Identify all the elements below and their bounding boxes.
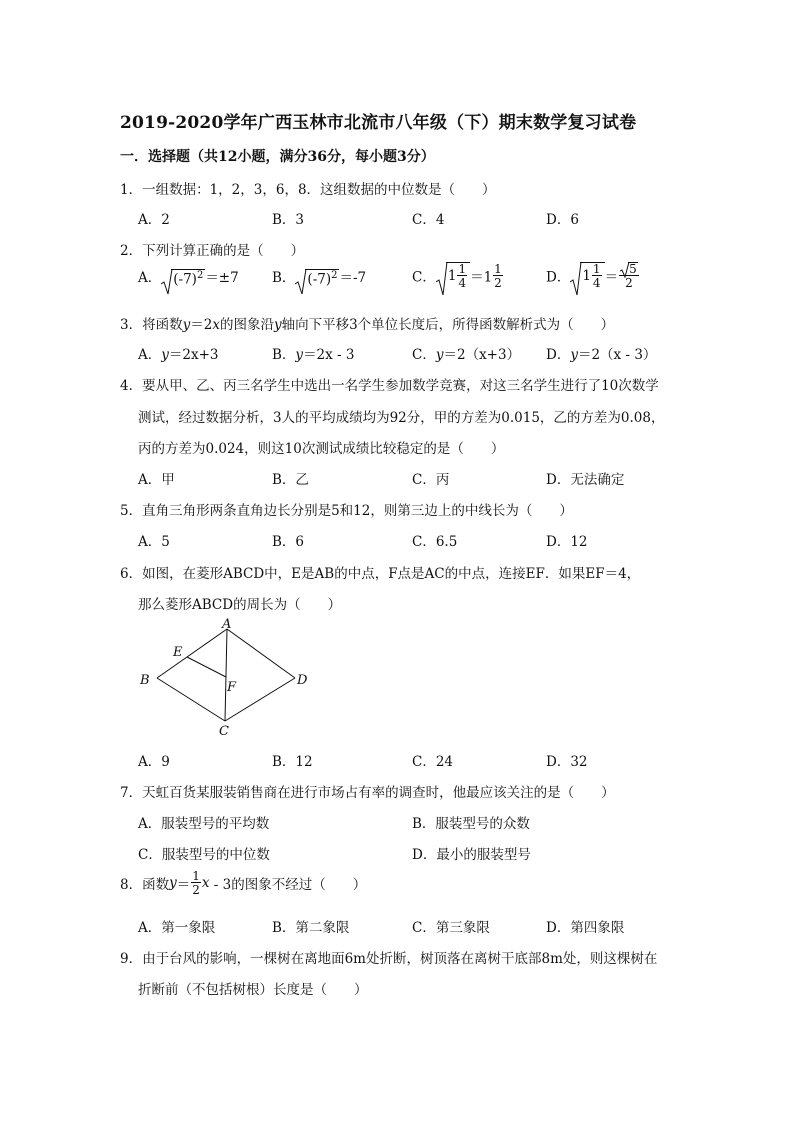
question-stem: 天虹百货某服装销售商在进行市场占有率的调查时，他最应该关注的是（ ） (142, 785, 615, 801)
question-number: 5． (120, 503, 143, 519)
label-e: E (173, 645, 183, 660)
question-stem: 一组数据：1，2，3，6，8．这组数据的中位数是（ ） (142, 182, 496, 198)
option-b: B．6 (272, 534, 305, 550)
square-root: $(-7)^2$ (161, 269, 205, 288)
option-b: B．第二象限 (272, 920, 350, 936)
segment-ad (227, 629, 295, 678)
rhombus-figure (135, 615, 335, 740)
option-b: B．y＝2x - 3 (272, 347, 355, 363)
question-1 (120, 178, 496, 198)
option-c: C．丙 (412, 472, 450, 488)
option-c: C．6.5 (412, 534, 458, 550)
option-d: D．12 (546, 534, 588, 550)
question-7 (120, 781, 615, 801)
question-6: 6．如图，在菱形ABCD中，E是AB的中点，F点是AC的中点，连接EF．如果EF＝4， (120, 566, 641, 582)
question-9: 9．由于台风的影响，一棵树在离地面6m处折断，树顶落在离树干底部8m处，则这棵树在 (120, 951, 658, 967)
label-f: F (227, 680, 237, 695)
question-4-line-2: 测试，经过数据分析，3人的平均成绩均为92分，甲的方差为0.015，乙的方差为0.08， (138, 410, 665, 426)
fraction: $\frac{1}{2}$ (494, 261, 502, 290)
option-d: D．第四象限 (546, 920, 625, 936)
option-c: C．服装型号的中位数 (138, 847, 270, 863)
label-d: D (297, 673, 308, 688)
question-stem: 下列计算正确的是（ ） (142, 243, 305, 259)
option-d: D．y＝2（x - 3） (546, 347, 657, 363)
square-root: $(-7)^2$ (295, 269, 339, 288)
option-a: A．第一象限 (138, 920, 216, 936)
square-root: 5 (620, 262, 638, 275)
segment-ef (187, 657, 226, 677)
option-d: D．6 (546, 212, 579, 228)
option-a: A．9 (138, 754, 170, 770)
option-d: D．无法确定 (546, 472, 625, 488)
segment-ac (225, 629, 227, 721)
question-number: 2． (120, 243, 143, 259)
option-b: B．3 (272, 212, 305, 228)
question-4-line-3: 丙的方差为0.024，则这10次测试成绩比较稳定的是（ ） (138, 441, 505, 457)
question-number: 4． (120, 378, 143, 394)
square-root: 1 $\frac{1}{4}$ (570, 262, 604, 289)
fraction: $\frac{1}{2}$ (192, 869, 200, 897)
option-b: B． $(-7)^2 =-7$ (272, 266, 366, 288)
question-8: 8．函数y＝ $\frac{1}{2}$ x - 3的图象不经过（ ） (120, 869, 367, 897)
fraction: $\frac{5}{2}$ (619, 262, 639, 289)
question-number: 3． (120, 317, 143, 333)
option-a: A．2 (138, 212, 170, 228)
question-3: 3．将函数y＝2x的图象沿y轴向下平移3个单位长度后，所得函数解析式为（ ） (120, 317, 615, 333)
question-2 (120, 239, 304, 259)
fraction: $\frac{1}{4}$ (592, 262, 601, 290)
question-number: 7． (120, 785, 143, 801)
option-c: C． 1 $\frac{1}{4}$ ＝1 $\frac{1}{2}$ (412, 262, 504, 289)
square-root: 1 $\frac{1}{4}$ (436, 262, 470, 289)
label-a: A (222, 617, 232, 632)
option-b: B．乙 (272, 472, 309, 488)
question-5 (120, 499, 573, 519)
option-b: B．服装型号的众数 (412, 816, 530, 832)
question-number: 6． (120, 566, 143, 582)
option-c: C．24 (412, 754, 454, 770)
option-c: C．第三象限 (412, 920, 490, 936)
question-number: 9． (120, 951, 143, 967)
option-c: C．4 (412, 212, 445, 228)
option-d: D．32 (546, 754, 588, 770)
label-c: C (219, 724, 229, 739)
option-a: A． $(-7)^2 =\pm 7$ (138, 266, 239, 288)
option-a: A．5 (138, 534, 170, 550)
option-a: A．甲 (138, 472, 175, 488)
question-6-line-2: 那么菱形ABCD的周长为（ ） (138, 597, 342, 613)
option-a: A．y＝2x+3 (138, 347, 219, 363)
section-heading: 一．选择题（共12小题，满分36分，每小题3分） (120, 149, 435, 165)
label-b: B (140, 673, 150, 688)
option-c: C．y＝2（x+3） (412, 347, 521, 363)
option-d: D． 1 $\frac{1}{4}$ ＝ $\frac{5}{2}$ (546, 262, 640, 289)
option-d: D．最小的服装型号 (412, 847, 531, 863)
segment-bc (157, 678, 225, 721)
question-number: 8． (120, 877, 143, 893)
question-stem: 直角三角形两条直角边长分别是5和12，则第三边上的中线长为（ ） (142, 503, 573, 519)
option-a: A．服装型号的平均数 (138, 816, 270, 832)
segment-ab (157, 629, 227, 678)
question-number: 1． (120, 182, 143, 198)
question-4: 4．要从甲、乙、丙三名学生中选出一名学生参加数学竞赛，对这三名学生进行了10次数学 (120, 378, 659, 394)
question-9-line-2: 折断前（不包括树根）长度是（ ） (138, 982, 368, 998)
option-b: B．12 (272, 754, 313, 770)
fraction: $\frac{1}{4}$ (458, 262, 467, 290)
page-title: 2019-2020学年广西玉林市北流市八年级（下）期末数学复习试卷 (120, 113, 637, 133)
